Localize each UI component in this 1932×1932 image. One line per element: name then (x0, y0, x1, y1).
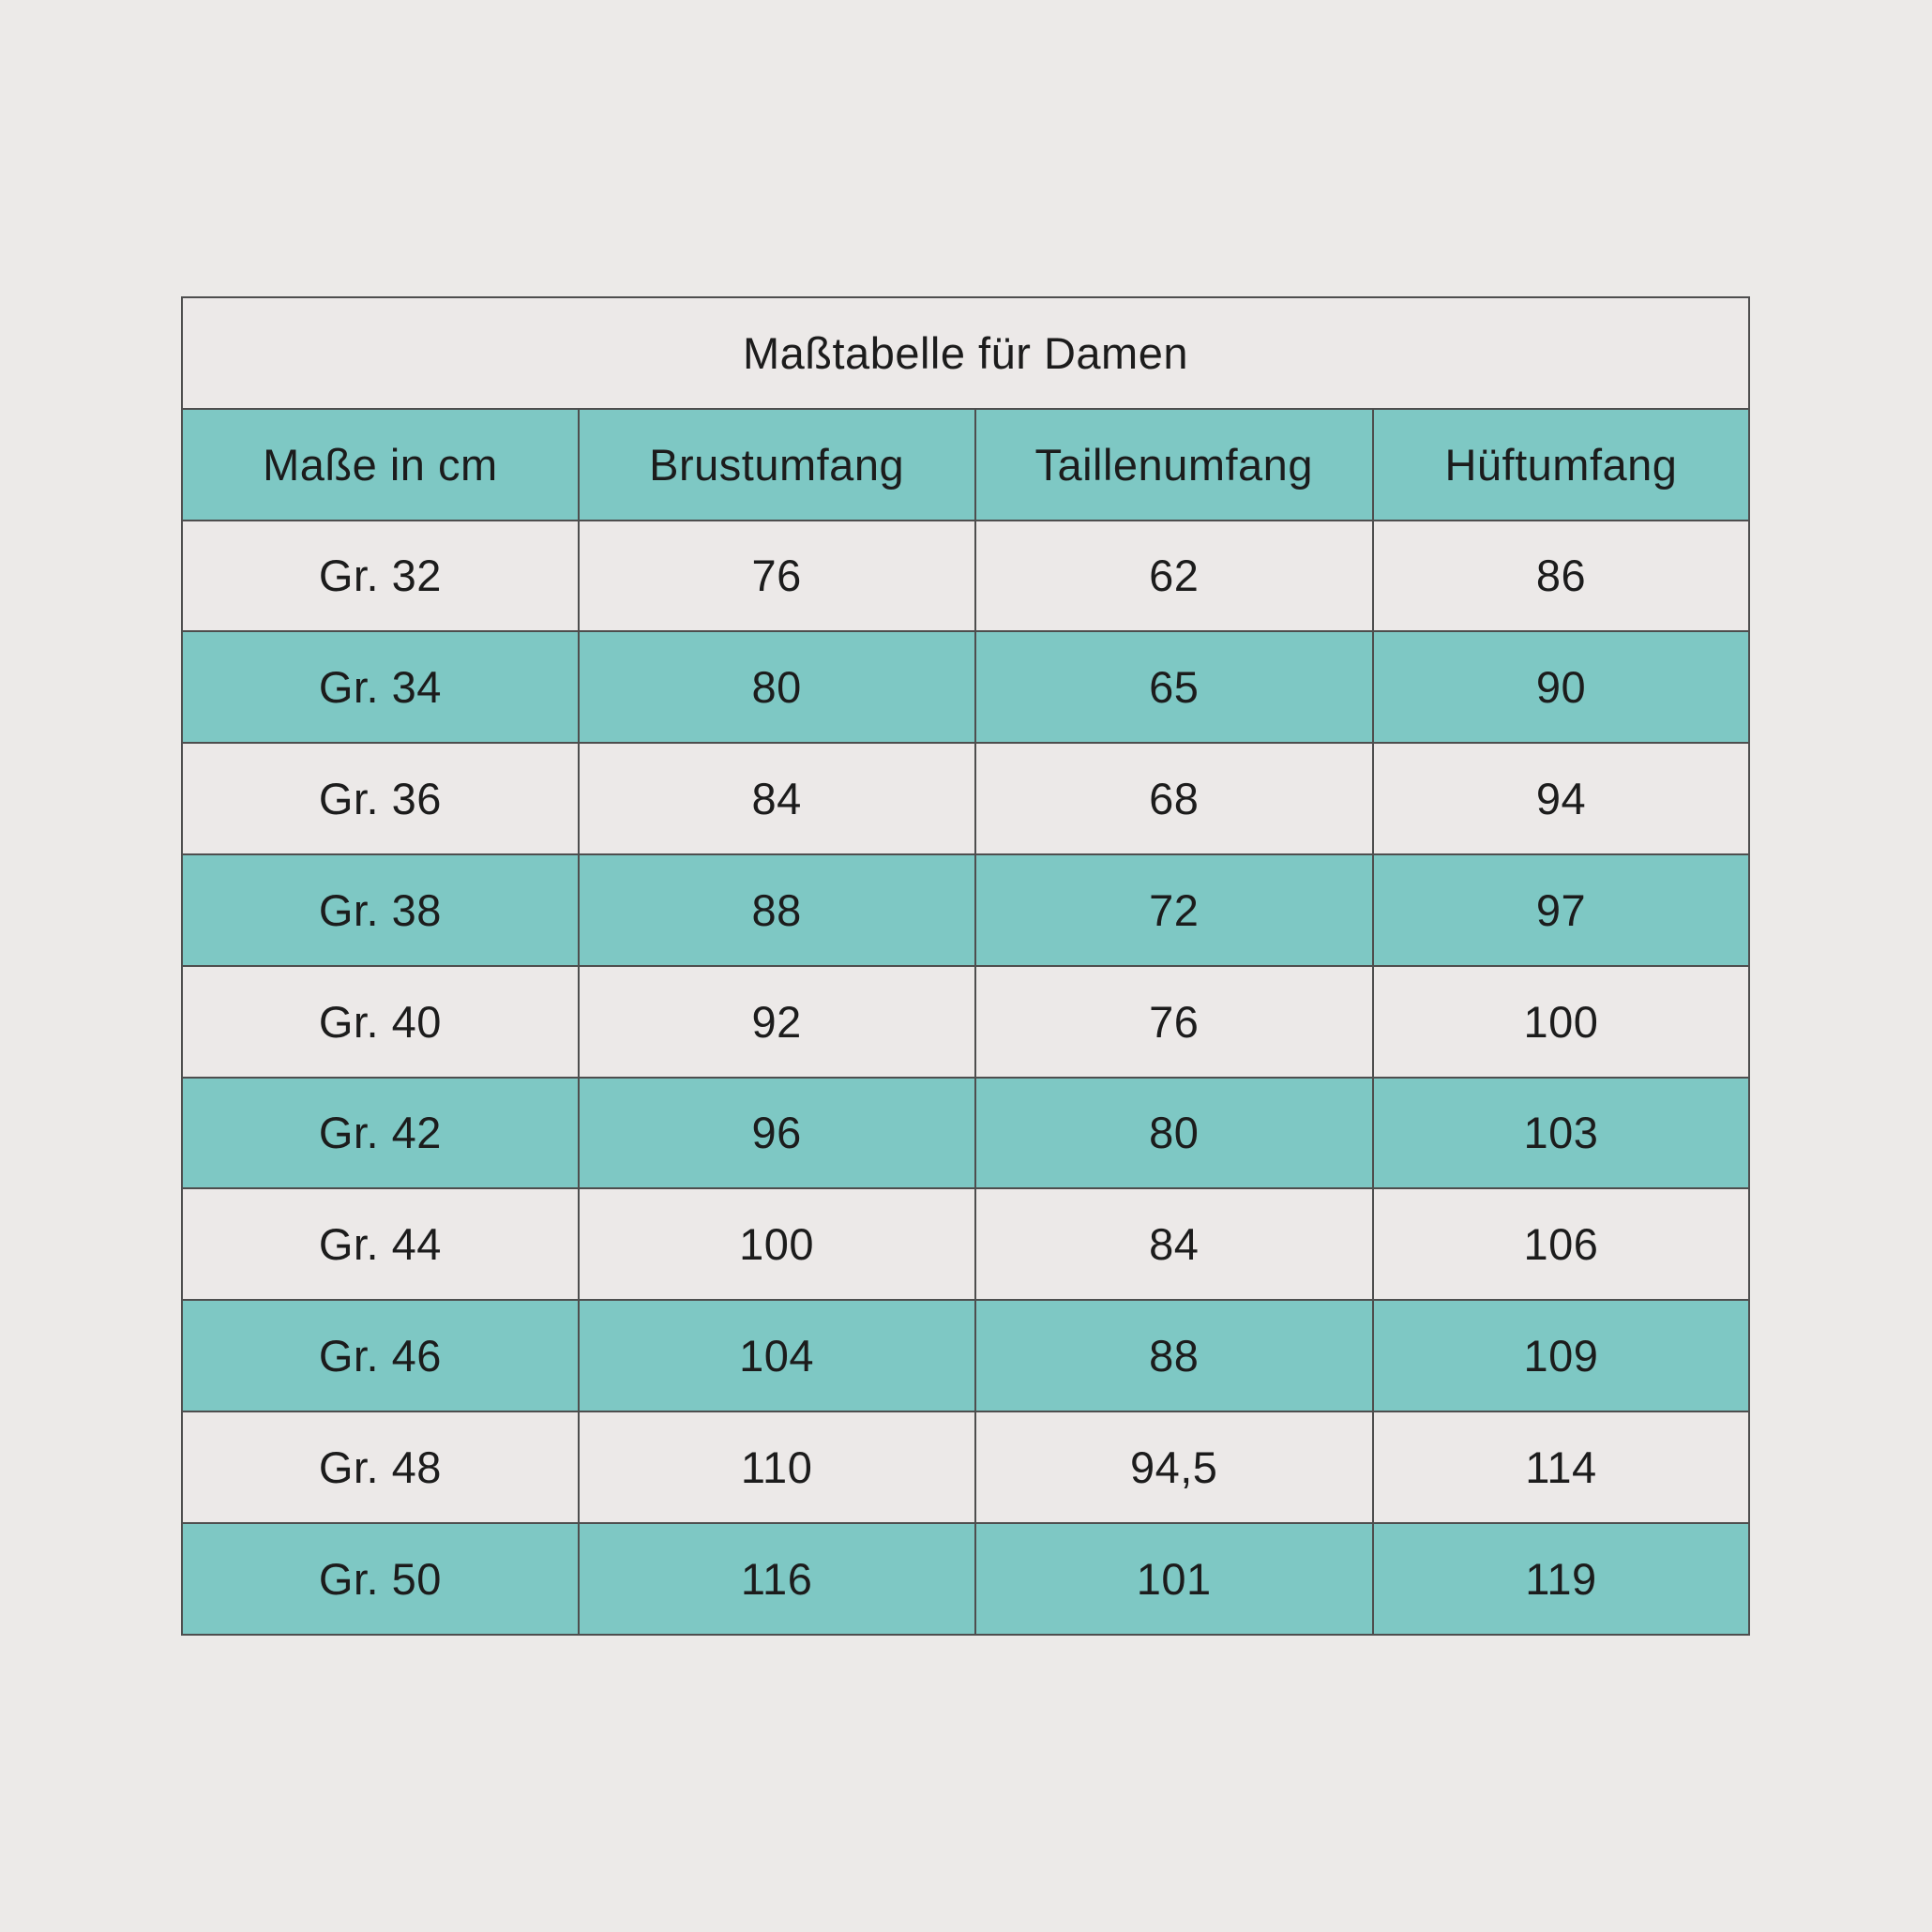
header-row (182, 409, 1749, 521)
size-chart-table (181, 296, 1750, 1636)
waist-cell: 76 (975, 966, 1373, 1078)
bust-cell: 84 (579, 743, 975, 854)
hip-cell: 97 (1373, 854, 1749, 966)
waist-cell: 68 (975, 743, 1373, 854)
size-cell: Gr. 38 (182, 854, 579, 966)
waist-cell: 94,5 (975, 1411, 1373, 1523)
table-row (182, 966, 1749, 1078)
hip-cell: 109 (1373, 1300, 1749, 1411)
size-chart-container (181, 296, 1750, 1634)
bust-cell: 104 (579, 1300, 975, 1411)
bust-cell: 100 (579, 1188, 975, 1300)
bust-cell: 76 (579, 521, 975, 632)
hip-cell: 100 (1373, 966, 1749, 1078)
table-row (182, 1078, 1749, 1189)
title-row (182, 297, 1749, 409)
hip-cell: 114 (1373, 1411, 1749, 1523)
hip-cell: 103 (1373, 1078, 1749, 1189)
waist-cell: 80 (975, 1078, 1373, 1189)
table-row (182, 1188, 1749, 1300)
size-cell: Gr. 36 (182, 743, 579, 854)
hip-cell: 90 (1373, 631, 1749, 743)
table-row (182, 854, 1749, 966)
bust-cell: 116 (579, 1523, 975, 1635)
waist-cell: 88 (975, 1300, 1373, 1411)
size-cell: Gr. 44 (182, 1188, 579, 1300)
size-cell: Gr. 40 (182, 966, 579, 1078)
col-header-waist: Taillenumfang (975, 409, 1373, 521)
bust-cell: 110 (579, 1411, 975, 1523)
bust-cell: 88 (579, 854, 975, 966)
size-cell: Gr. 50 (182, 1523, 579, 1635)
hip-cell: 86 (1373, 521, 1749, 632)
col-header-measure: Maße in cm (182, 409, 579, 521)
waist-cell: 62 (975, 521, 1373, 632)
bust-cell: 80 (579, 631, 975, 743)
waist-cell: 65 (975, 631, 1373, 743)
col-header-hip: Hüftumfang (1373, 409, 1749, 521)
waist-cell: 84 (975, 1188, 1373, 1300)
bust-cell: 96 (579, 1078, 975, 1189)
hip-cell: 106 (1373, 1188, 1749, 1300)
bust-cell: 92 (579, 966, 975, 1078)
table-row (182, 1300, 1749, 1411)
table-row (182, 743, 1749, 854)
size-cell: Gr. 42 (182, 1078, 579, 1189)
table-row (182, 521, 1749, 632)
waist-cell: 101 (975, 1523, 1373, 1635)
table-row (182, 631, 1749, 743)
table-title: Maßtabelle für Damen (182, 297, 1749, 409)
size-cell: Gr. 46 (182, 1300, 579, 1411)
size-cell: Gr. 48 (182, 1411, 579, 1523)
size-cell: Gr. 34 (182, 631, 579, 743)
size-cell: Gr. 32 (182, 521, 579, 632)
hip-cell: 94 (1373, 743, 1749, 854)
table-row (182, 1523, 1749, 1635)
hip-cell: 119 (1373, 1523, 1749, 1635)
col-header-bust: Brustumfang (579, 409, 975, 521)
table-row (182, 1411, 1749, 1523)
waist-cell: 72 (975, 854, 1373, 966)
